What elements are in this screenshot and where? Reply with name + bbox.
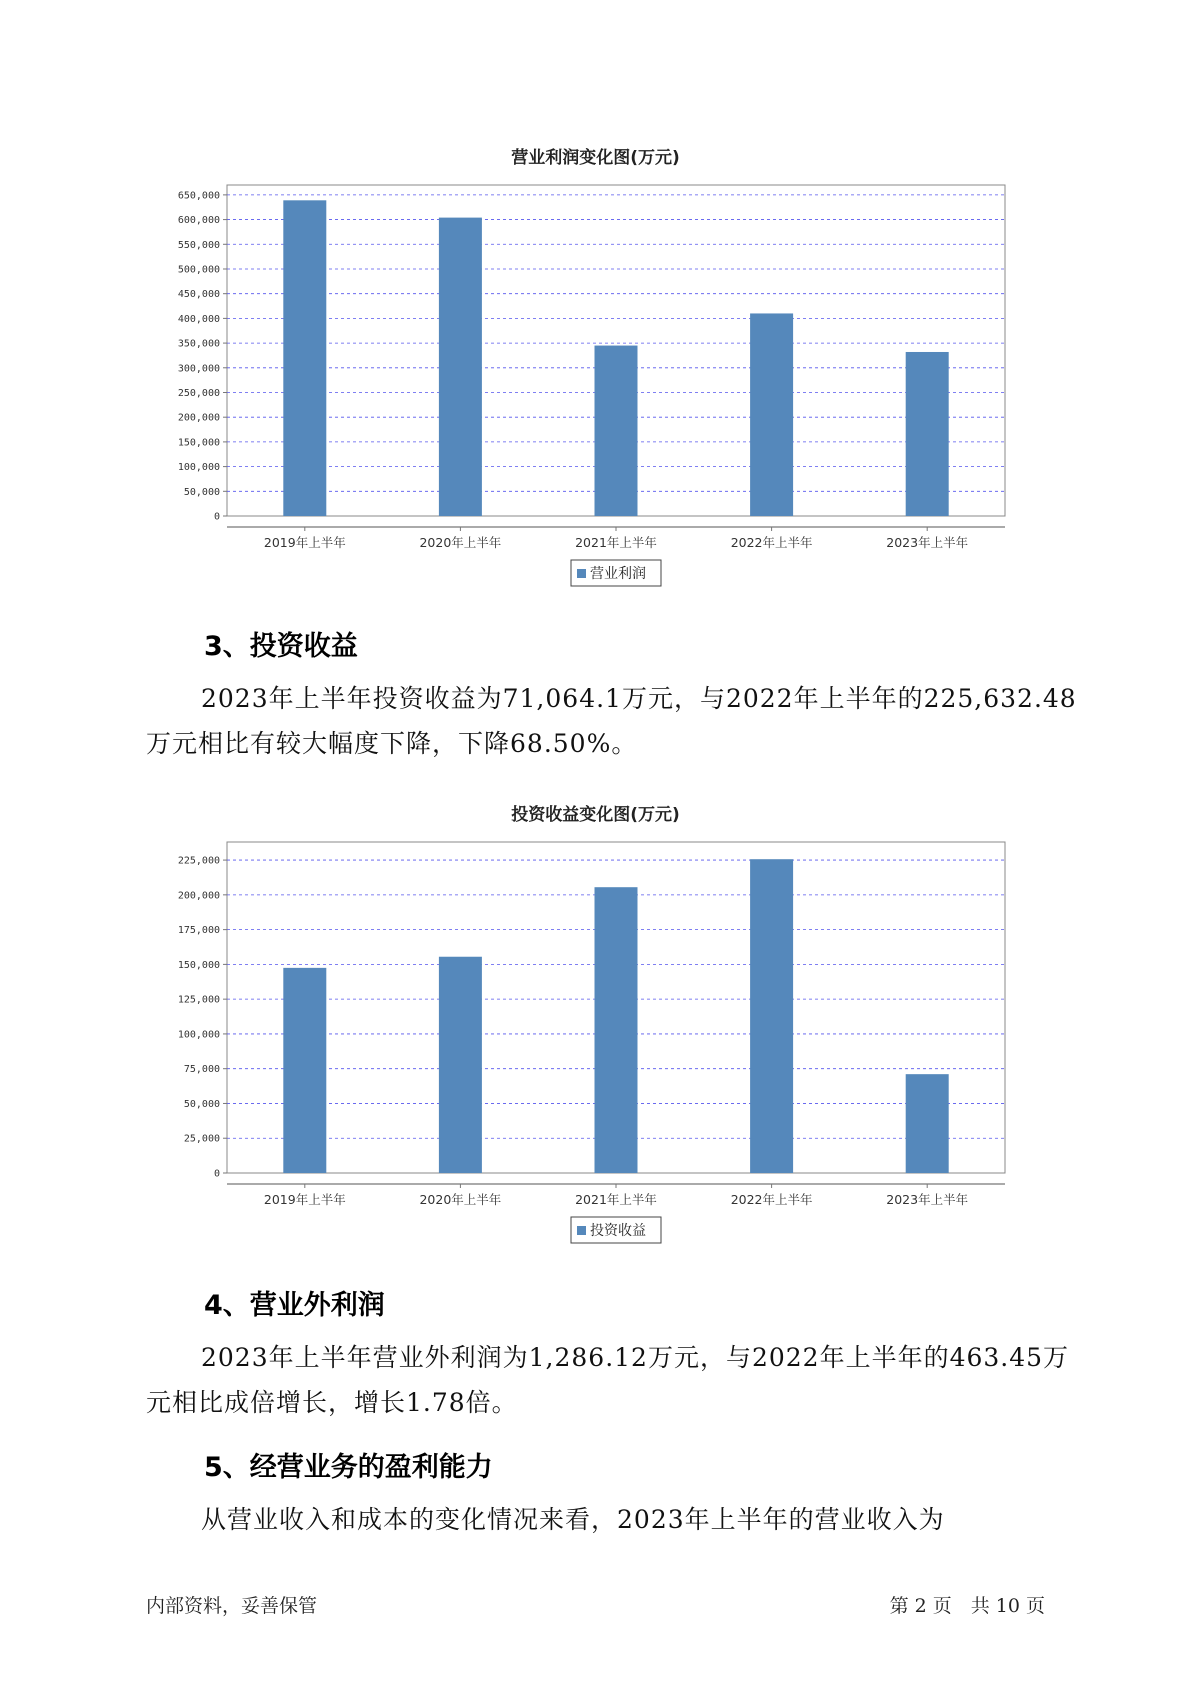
chart2-ytick-label: 150,000: [177, 959, 220, 971]
chart2-xtick-label: 2021年上半年: [575, 1192, 657, 1207]
section5-heading: 5、经营业务的盈利能力: [204, 1452, 493, 1483]
chart2-xtick-label: 2019年上半年: [263, 1192, 346, 1207]
chart1-ytick-label: 250,000: [177, 387, 220, 399]
chart2-xtick-label: 2023年上半年: [886, 1192, 969, 1207]
section5-text: 从营业收入和成本的变化情况来看，2023年上半年的营业收入为: [201, 1505, 945, 1534]
chart1-legend-label: 营业利润: [590, 566, 646, 582]
section3-text: 2023年上半年投资收益为71,064.1万元，与2022年上半年的225,632.48万元相比有较大幅度下降，下降68.50%。: [146, 684, 1077, 758]
chart1-legend-swatch: [577, 569, 586, 578]
chart2-legend-swatch: [577, 1226, 586, 1235]
chart1-ytick-label: 200,000: [177, 412, 220, 424]
chart2-bar: [595, 887, 638, 1173]
investment-income-chart: [0, 827, 1191, 1247]
chart2-ytick-label: 225,000: [177, 855, 220, 867]
chart2-ytick-label: 125,000: [177, 994, 220, 1006]
section5-paragraph: [146, 1497, 1081, 1542]
chart1-ytick-label: 550,000: [177, 239, 220, 251]
chart1-legend: [571, 560, 661, 586]
chart2-ytick-label: 100,000: [177, 1029, 220, 1041]
chart2-xtick-label: 2020年上半年: [419, 1192, 502, 1207]
chart1-ytick-label: 600,000: [177, 215, 220, 227]
chart1-bar: [595, 346, 638, 516]
section4-text: 2023年上半年营业外利润为1,286.12万元，与2022年上半年的463.45万元相比成倍增长，增长1.78倍。: [146, 1343, 1070, 1417]
chart2-plot: [178, 842, 1005, 1243]
chart1-bar: [906, 352, 949, 516]
chart1-ytick-label: 50,000: [183, 486, 220, 498]
chart2-legend-label: 投资收益: [590, 1223, 646, 1239]
chart2-ytick-label: 200,000: [177, 890, 220, 902]
chart2-ytick-label: 175,000: [177, 925, 220, 937]
chart2-ytick-label: 50,000: [183, 1098, 220, 1110]
chart1-ytick-label: 100,000: [177, 462, 220, 474]
chart1-bar: [439, 218, 482, 516]
chart2-ytick-label: 0: [213, 1168, 220, 1180]
chart2-bar: [283, 968, 326, 1173]
chart2-legend: [571, 1217, 661, 1243]
chart2-bar: [750, 859, 793, 1173]
chart1-ytick-label: 400,000: [177, 313, 220, 325]
chart2-title: 投资收益变化图(万元): [511, 805, 680, 825]
chart1-ytick-label: 350,000: [177, 338, 220, 350]
section3-heading: 3、投资收益: [204, 631, 358, 662]
section3-paragraph: [146, 676, 1081, 766]
chart1-ytick-label: 650,000: [177, 190, 220, 202]
chart1-xtick-label: 2019年上半年: [263, 535, 346, 550]
chart1-ytick-label: 500,000: [177, 264, 220, 276]
footer-page-number: 第 2 页 共 10 页: [889, 1595, 1045, 1617]
chart1-ytick-label: 0: [213, 511, 220, 523]
chart1-title: 营业利润变化图(万元): [511, 148, 680, 168]
chart1-bar: [750, 313, 793, 516]
section4-heading: 4、营业外利润: [204, 1290, 385, 1321]
chart1-xtick-label: 2022年上半年: [730, 535, 813, 550]
chart2-bar: [906, 1074, 949, 1173]
chart1-bar: [283, 200, 326, 516]
chart2-ytick-label: 75,000: [183, 1064, 220, 1076]
chart1-xtick-label: 2020年上半年: [419, 535, 502, 550]
operating-profit-chart: [0, 170, 1191, 590]
footer-left: 内部资料，妥善保管: [146, 1595, 318, 1617]
section4-paragraph: [146, 1335, 1081, 1425]
chart1-ytick-label: 450,000: [177, 289, 220, 301]
chart1-ytick-label: 300,000: [177, 363, 220, 375]
chart2-xtick-label: 2022年上半年: [730, 1192, 813, 1207]
chart2-bar: [439, 957, 482, 1173]
chart1-ytick-label: 150,000: [177, 437, 220, 449]
chart1-plot: [178, 185, 1005, 586]
chart2-ytick-label: 25,000: [183, 1133, 220, 1145]
chart1-xtick-label: 2023年上半年: [886, 535, 969, 550]
chart1-xtick-label: 2021年上半年: [575, 535, 657, 550]
